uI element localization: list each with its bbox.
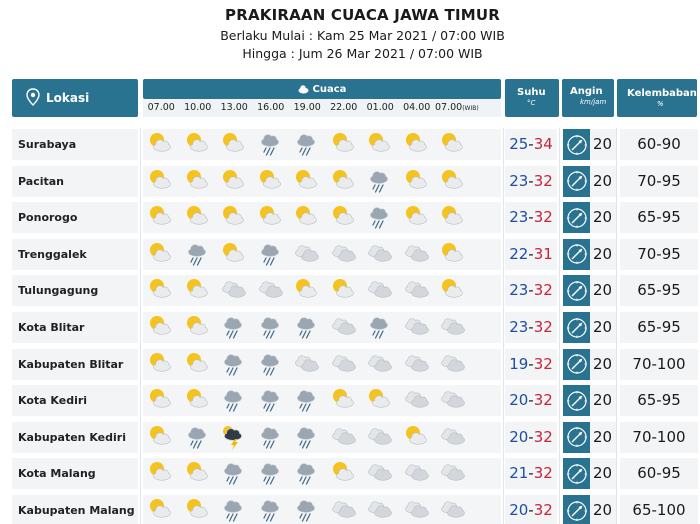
temp-min: 21 [509,464,529,483]
rain-icon [253,495,290,524]
wind-direction-icon [563,385,590,416]
partly-cloudy-icon [253,166,290,197]
time-header [143,99,501,117]
rain-icon [253,458,290,489]
cloudy-icon [216,275,253,306]
partly-cloudy-icon [180,202,217,233]
temperature: 20-32 [505,422,557,453]
weather-cells [143,202,501,233]
partly-cloudy-icon [180,275,217,306]
temp-max: 32 [533,354,553,373]
time-label: 01.00 [366,102,394,113]
temperature: 23-32 [505,275,557,306]
cloudy-icon [435,495,472,524]
cloudy-icon [399,495,436,524]
partly-cloudy-icon [180,458,217,489]
wind-speed: 20 [590,312,616,343]
partly-cloudy-icon [435,275,472,306]
cloudy-icon [362,349,399,380]
weather-cells [143,385,501,416]
temp-min: 23 [509,318,529,336]
partly-cloudy-icon [289,275,326,306]
temp-min: 20 [509,501,529,519]
partly-cloudy-icon [399,129,436,160]
rain-icon [289,422,326,453]
rain-icon [253,349,290,380]
table-row [12,312,698,343]
location-name: Kabupaten Malang [12,495,138,524]
weather-cells [143,275,501,306]
partly-cloudy-icon [399,166,436,197]
partly-cloudy-icon [326,166,363,197]
partly-cloudy-icon [143,239,180,270]
partly-cloudy-icon [326,129,363,160]
partly-cloudy-icon [143,202,180,233]
temperature: 20-32 [505,495,557,524]
location-name: Ponorogo [12,202,138,233]
partly-cloudy-icon [362,129,399,160]
rain-icon [253,129,290,160]
location-name: Kota Blitar [12,312,138,343]
wind-direction-icon [563,349,590,380]
partly-cloudy-icon [326,385,363,416]
table-row [12,349,698,380]
wind-speed: 20 [590,422,616,453]
partly-cloudy-icon [435,202,472,233]
rain-icon [362,202,399,233]
header-kelembaban [617,79,697,117]
cloud-icon [298,84,309,94]
humidity: 60-95 [620,458,698,489]
table-row [12,422,698,453]
cloudy-icon [326,312,363,343]
humidity: 65-95 [620,312,698,343]
wind-direction-icon [563,166,590,197]
location-name: Pacitan [12,166,138,197]
temperature: 22-31 [505,239,557,270]
rain-icon [289,495,326,524]
temp-min: 23 [509,281,529,300]
location-name: Surabaya [12,129,138,160]
time-label: 07.00 [147,102,175,113]
temp-max: 32 [533,208,553,227]
location-name: Trenggalek [12,239,138,270]
suhu-label: Suhu [517,87,546,98]
rain-icon [216,495,253,524]
table-row [12,239,698,270]
wind-direction-icon [563,275,590,306]
weather-cells [143,166,501,197]
temp-min: 20 [509,427,529,446]
time-label: 10.00 [184,102,212,113]
time-label: 19.00 [293,102,321,113]
cloudy-icon [326,495,363,524]
location-name: Kabupaten Blitar [12,349,138,380]
rain-icon [362,312,399,343]
table-row [12,458,698,489]
rain-icon [180,239,217,270]
cloudy-icon [362,458,399,489]
humidity: 60-90 [620,129,698,160]
cloudy-icon [435,422,472,453]
lokasi-label: Lokasi [46,91,90,105]
weather-cells [143,349,501,380]
wind-speed: 20 [590,202,616,233]
weather-cells [143,239,501,270]
temp-max: 32 [533,391,553,410]
cuaca-label: Cuaca [312,83,347,95]
partly-cloudy-icon [435,239,472,270]
cloudy-icon [399,239,436,270]
rain-icon [216,312,253,343]
cloudy-icon [289,239,326,270]
wind-speed: 20 [590,275,616,306]
wind-direction-icon [563,239,590,270]
temp-min: 25 [509,135,529,153]
rain-icon [362,166,399,197]
humidity: 65-95 [620,202,698,233]
wind-speed: 20 [590,385,616,416]
suhu-unit: °C [527,99,536,107]
wind-speed: 20 [590,458,616,489]
temperature: 23-32 [505,202,557,233]
rain-icon [180,422,217,453]
weather-cells [143,495,501,524]
location-name: Kabupaten Kediri [12,422,138,453]
time-label: 13.00 [220,102,248,113]
cloudy-icon [399,312,436,343]
cloudy-icon [435,458,472,489]
temp-max: 34 [533,135,553,153]
wind-direction-icon [563,312,590,343]
temp-max: 32 [533,464,553,483]
cloudy-icon [399,458,436,489]
rain-icon [289,385,326,416]
partly-cloudy-icon [326,458,363,489]
partly-cloudy-icon [399,202,436,233]
rain-icon [253,239,290,270]
weather-cells [143,129,501,160]
partly-cloudy-icon [216,239,253,270]
partly-cloudy-icon [216,129,253,160]
temp-min: 20 [509,391,529,410]
wind-direction-icon [563,202,590,233]
partly-cloudy-icon [362,385,399,416]
cloudy-icon [362,239,399,270]
partly-cloudy-icon [143,312,180,343]
partly-cloudy-icon [143,422,180,453]
partly-cloudy-icon [216,166,253,197]
cloudy-icon [326,422,363,453]
location-name: Kota Malang [12,458,138,489]
rain-icon [253,312,290,343]
temperature: 21-32 [505,458,557,489]
humidity: 65-95 [620,275,698,306]
time-label: 04.00 [403,102,431,113]
partly-cloudy-icon [180,349,217,380]
cloudy-icon [435,349,472,380]
partly-cloudy-icon [143,458,180,489]
table-row [12,275,698,306]
table-row [12,166,698,197]
temperature: 23-32 [505,166,557,197]
partly-cloudy-icon [180,166,217,197]
temp-min: 22 [509,244,529,263]
partly-cloudy-icon [399,422,436,453]
humidity: 65-100 [620,495,698,524]
header-lokasi [12,79,138,117]
cloudy-icon [399,275,436,306]
temp-min: 23 [509,208,529,227]
weather-cells [143,422,501,453]
rain-icon [253,422,290,453]
partly-cloudy-icon [143,166,180,197]
weather-cells [143,312,501,343]
cloudy-icon [362,422,399,453]
table-row [12,495,698,524]
title-block [0,6,700,63]
cloudy-icon [435,385,472,416]
partly-cloudy-icon [143,275,180,306]
temperature: 20-32 [505,385,557,416]
time-label: 16.00 [257,102,285,113]
time-suffix: (WIB) [462,105,479,112]
partly-cloudy-icon [326,202,363,233]
temperature: 19-32 [505,349,557,380]
temp-max: 32 [533,171,553,190]
rain-icon [253,385,290,416]
angin-unit: km/jam [580,98,607,106]
valid-until: Hingga : Jum 26 Mar 2021 / 07:00 WIB [242,46,483,61]
cloudy-icon [362,275,399,306]
wind-speed: 20 [590,349,616,380]
angin-label: Angin [570,86,603,97]
wind-speed: 20 [590,166,616,197]
location-pin-icon [26,88,40,106]
cloudy-icon [399,385,436,416]
temperature: 23-32 [505,312,557,343]
wind-speed: 20 [590,495,616,524]
partly-cloudy-icon [253,202,290,233]
temp-max: 32 [533,427,553,446]
wind-direction-icon [563,458,590,489]
temp-min: 23 [509,171,529,190]
humidity: 70-100 [620,349,698,380]
humidity: 65-95 [620,385,698,416]
rain-icon [216,385,253,416]
partly-cloudy-icon [180,385,217,416]
partly-cloudy-icon [143,349,180,380]
location-name: Tulungagung [12,275,138,306]
rain-icon [289,312,326,343]
time-label: 07.00(WIB) [435,102,479,113]
valid-from: Berlaku Mulai : Kam 25 Mar 2021 / 07:00 WIB [220,28,505,43]
table-row [12,385,698,416]
temp-max: 31 [533,244,553,263]
partly-cloudy-icon [289,166,326,197]
cloudy-icon [399,349,436,380]
time-label: 22.00 [330,102,358,113]
rain-icon [289,129,326,160]
wind-speed: 20 [590,239,616,270]
header-angin [562,79,614,117]
partly-cloudy-icon [289,202,326,233]
partly-cloudy-icon [143,129,180,160]
header-cuaca [143,79,501,99]
weather-cells [143,458,501,489]
partly-cloudy-icon [435,166,472,197]
cloudy-icon [362,495,399,524]
rain-icon [216,349,253,380]
partly-cloudy-icon [143,385,180,416]
humidity: 70-95 [620,239,698,270]
wind-speed: 20 [590,129,616,160]
partly-cloudy-icon [216,202,253,233]
partly-cloudy-icon [435,129,472,160]
partly-cloudy-icon [180,312,217,343]
humidity: 70-100 [620,422,698,453]
temp-max: 32 [533,318,553,336]
cloudy-icon [289,349,326,380]
partly-cloudy-icon [143,495,180,524]
partly-cloudy-icon [326,275,363,306]
table-row [12,202,698,233]
rain-icon [216,458,253,489]
table-row [12,129,698,160]
cloudy-icon [326,239,363,270]
temp-max: 32 [533,501,553,519]
thunderstorm-icon [216,422,253,453]
wind-direction-icon [563,129,590,160]
kelembaban-unit: % [657,100,664,108]
wind-direction-icon [563,495,590,524]
partly-cloudy-icon [180,129,217,160]
temp-max: 32 [533,281,553,300]
cloudy-icon [253,275,290,306]
temp-min: 19 [509,354,529,373]
humidity: 70-95 [620,166,698,197]
header-suhu [505,79,559,117]
location-name: Kota Kediri [12,385,138,416]
kelembaban-label: Kelembaban [627,88,697,99]
rain-icon [289,458,326,489]
temperature: 25-34 [505,129,557,160]
wind-direction-icon [563,422,590,453]
page-title: PRAKIRAAN CUACA JAWA TIMUR [225,6,500,24]
cloudy-icon [326,349,363,380]
partly-cloudy-icon [180,495,217,524]
cloudy-icon [435,312,472,343]
